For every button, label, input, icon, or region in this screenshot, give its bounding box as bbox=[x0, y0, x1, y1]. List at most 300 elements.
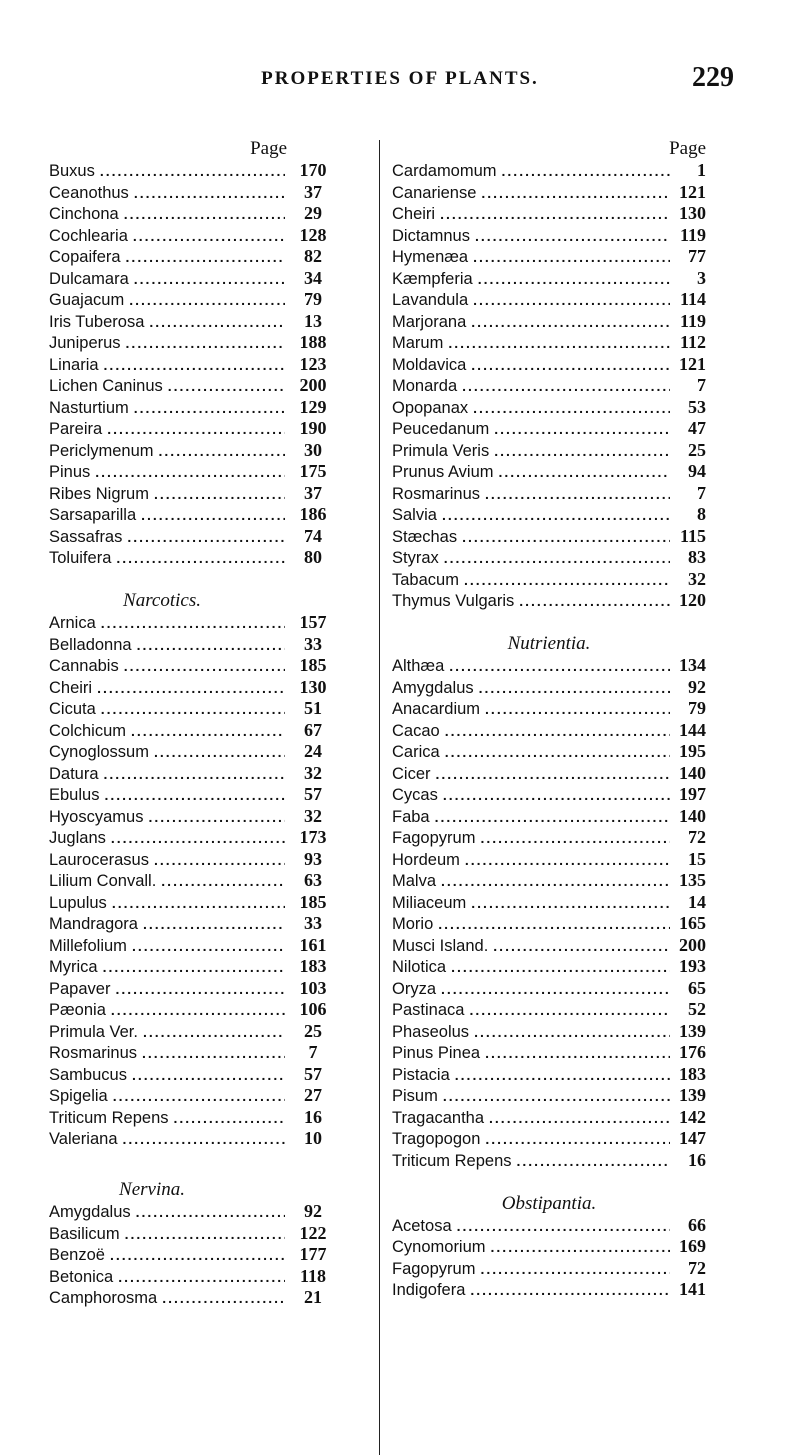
entry-name: Camphorosma bbox=[49, 1289, 158, 1307]
entry-name: Papaver bbox=[49, 979, 111, 998]
entry-name: Ebulus bbox=[49, 786, 100, 804]
entry-page: 72 bbox=[688, 827, 706, 847]
entry-page: 77 bbox=[688, 246, 706, 266]
index-entry bbox=[392, 870, 706, 892]
index-entry bbox=[392, 1258, 706, 1280]
index-entry bbox=[49, 311, 335, 333]
entry-page: 24 bbox=[304, 741, 322, 761]
index-entry bbox=[392, 590, 706, 612]
right-top-list bbox=[392, 160, 706, 612]
entry-page: 80 bbox=[304, 547, 322, 567]
entry-page: 190 bbox=[299, 418, 327, 438]
entry-name: Benzoë bbox=[49, 1246, 105, 1264]
leader-dots bbox=[104, 785, 285, 807]
section-title-nervina: Nervina. bbox=[119, 1179, 185, 1200]
index-entry bbox=[49, 1085, 335, 1107]
entry-page: 188 bbox=[299, 332, 327, 352]
entry-name: Cannabis bbox=[49, 657, 119, 675]
entry-page: 183 bbox=[679, 1063, 706, 1084]
entry-page: 177 bbox=[299, 1244, 327, 1264]
entry-page: 16 bbox=[304, 1106, 322, 1127]
index-entry bbox=[392, 1107, 706, 1129]
index-entry bbox=[49, 332, 335, 354]
section-title-obstipantia: Obstipantia. bbox=[501, 1192, 597, 1214]
entry-page: 185 bbox=[299, 891, 327, 912]
entry-name: Sambucus bbox=[49, 1065, 127, 1084]
leader-dots bbox=[455, 1065, 670, 1087]
index-entry bbox=[392, 763, 706, 785]
entry-page: 32 bbox=[304, 805, 322, 826]
index-entry bbox=[392, 720, 706, 742]
entry-page: 119 bbox=[679, 224, 706, 245]
index-entry bbox=[49, 806, 335, 828]
index-entry bbox=[392, 332, 706, 354]
index-entry bbox=[49, 547, 335, 569]
leader-dots bbox=[127, 527, 285, 549]
entry-page: 121 bbox=[679, 353, 706, 374]
index-entry bbox=[392, 526, 706, 548]
leader-dots bbox=[441, 979, 670, 1001]
entry-page: 82 bbox=[304, 246, 322, 266]
entry-page: 121 bbox=[679, 181, 706, 202]
leader-dots bbox=[473, 247, 670, 269]
nervina-list bbox=[49, 1201, 335, 1309]
entry-name: Styrax bbox=[392, 549, 439, 567]
leader-dots bbox=[136, 1202, 285, 1224]
entry-page: 161 bbox=[299, 934, 327, 955]
leader-dots bbox=[479, 678, 670, 700]
entry-name: Datura bbox=[49, 764, 99, 783]
leader-dots bbox=[441, 871, 670, 893]
index-entry bbox=[49, 1223, 335, 1245]
entry-page: 52 bbox=[688, 999, 706, 1019]
index-entry bbox=[392, 999, 706, 1021]
entry-page: 7 bbox=[308, 1042, 318, 1062]
entry-page: 1 bbox=[697, 160, 706, 180]
leader-dots bbox=[104, 355, 285, 377]
leader-dots bbox=[474, 1022, 670, 1044]
entry-page: 142 bbox=[679, 1106, 706, 1127]
index-entry bbox=[392, 806, 706, 828]
entry-page: 92 bbox=[304, 1201, 322, 1221]
entry-page: 112 bbox=[679, 332, 706, 352]
entry-name: Cardamomum bbox=[392, 162, 497, 180]
index-entry bbox=[49, 784, 335, 806]
entry-name: Pinus bbox=[49, 463, 91, 481]
entry-page: 67 bbox=[304, 719, 322, 740]
index-entry bbox=[392, 1279, 706, 1301]
leader-dots bbox=[97, 678, 285, 700]
leader-dots bbox=[168, 376, 285, 398]
entry-name: Lichen Caninus bbox=[49, 377, 163, 395]
entry-page: 130 bbox=[679, 203, 706, 223]
entry-name: Monarda bbox=[392, 377, 458, 395]
entry-page: 122 bbox=[299, 1222, 327, 1243]
index-entry bbox=[392, 741, 706, 763]
leader-dots bbox=[489, 1108, 670, 1130]
index-entry bbox=[49, 354, 335, 376]
leader-dots bbox=[471, 893, 670, 915]
leader-dots bbox=[112, 893, 285, 915]
entry-name: Thymus Vulgaris bbox=[392, 592, 515, 610]
entry-name: Cheiri bbox=[49, 678, 93, 697]
leader-dots bbox=[154, 850, 285, 872]
leader-dots bbox=[111, 1000, 285, 1022]
leader-dots bbox=[126, 247, 285, 269]
leader-dots bbox=[101, 699, 285, 721]
leader-dots bbox=[124, 204, 285, 226]
index-entry bbox=[392, 655, 706, 677]
index-entry bbox=[392, 956, 706, 978]
index-entry bbox=[392, 1215, 706, 1237]
entry-name: Valeriana bbox=[49, 1130, 118, 1148]
left-column bbox=[49, 138, 335, 1309]
leader-dots bbox=[126, 333, 285, 355]
entry-page: 115 bbox=[679, 525, 706, 546]
index-entry bbox=[49, 913, 335, 935]
leader-dots bbox=[134, 183, 285, 205]
leader-dots bbox=[480, 1259, 670, 1281]
entry-page: 37 bbox=[304, 181, 322, 202]
index-entry bbox=[392, 504, 706, 526]
entry-page: 118 bbox=[299, 1265, 326, 1286]
leader-dots bbox=[462, 376, 670, 398]
index-entry bbox=[392, 418, 706, 440]
entry-page: 106 bbox=[299, 999, 327, 1019]
index-entry bbox=[392, 246, 706, 268]
entry-name: Marum bbox=[392, 334, 444, 352]
entry-name: Cynomorium bbox=[392, 1238, 486, 1256]
entry-page: 74 bbox=[304, 525, 322, 546]
entry-page: 63 bbox=[304, 870, 322, 890]
index-entry bbox=[392, 784, 706, 806]
entry-name: Pæonia bbox=[49, 1001, 106, 1019]
entry-name: Buxus bbox=[49, 162, 95, 180]
leader-dots bbox=[481, 183, 670, 205]
index-entry bbox=[392, 483, 706, 505]
leader-dots bbox=[103, 957, 285, 979]
entry-name: Pinus Pinea bbox=[392, 1044, 481, 1062]
entry-name: Triticum Repens bbox=[392, 1151, 512, 1170]
entry-name: Prunus Avium bbox=[392, 463, 494, 481]
leader-dots bbox=[129, 290, 285, 312]
entry-name: Spigelia bbox=[49, 1087, 108, 1105]
entry-name: Miliaceum bbox=[392, 893, 467, 912]
entry-name: Rosmarinus bbox=[49, 1044, 138, 1062]
index-entry bbox=[49, 720, 335, 742]
entry-name: Acetosa bbox=[392, 1216, 452, 1235]
entry-name: Marjorana bbox=[392, 312, 467, 331]
index-entry bbox=[49, 1107, 335, 1129]
entry-page: 130 bbox=[299, 676, 327, 697]
entry-name: Hymenæa bbox=[392, 248, 469, 266]
leader-dots bbox=[470, 1280, 670, 1302]
entry-name: Guajacum bbox=[49, 291, 125, 309]
entry-page: 25 bbox=[688, 439, 706, 460]
leader-dots bbox=[161, 871, 285, 893]
entry-page: 83 bbox=[688, 547, 706, 567]
index-entry bbox=[49, 1064, 335, 1086]
entry-page: 72 bbox=[688, 1257, 706, 1278]
running-title: PROPERTIES OF PLANTS. bbox=[261, 68, 539, 89]
entry-page: 135 bbox=[679, 870, 706, 890]
entry-page: 13 bbox=[304, 310, 322, 331]
entry-page: 27 bbox=[304, 1085, 322, 1105]
index-entry bbox=[49, 892, 335, 914]
entry-page: 140 bbox=[679, 805, 706, 826]
index-entry bbox=[49, 956, 335, 978]
entry-page: 16 bbox=[688, 1149, 706, 1170]
index-entry bbox=[49, 1244, 335, 1266]
index-entry bbox=[392, 1128, 706, 1150]
leader-dots bbox=[462, 527, 670, 549]
leader-dots bbox=[485, 699, 670, 721]
entry-page: 32 bbox=[304, 762, 322, 783]
leader-dots bbox=[436, 764, 670, 786]
entry-name: Lilium Convall. bbox=[49, 872, 157, 890]
index-entry bbox=[392, 698, 706, 720]
index-entry bbox=[392, 397, 706, 419]
leader-dots bbox=[115, 979, 285, 1001]
index-entry bbox=[49, 160, 335, 182]
entry-name: Cinchona bbox=[49, 205, 119, 223]
entry-name: Indigofera bbox=[392, 1281, 466, 1299]
entry-name: Dulcamara bbox=[49, 269, 129, 288]
entry-name: Peucedanum bbox=[392, 420, 490, 438]
entry-page: 140 bbox=[679, 762, 706, 783]
index-entry bbox=[392, 203, 706, 225]
entry-name: Juglans bbox=[49, 829, 106, 847]
index-entry bbox=[392, 677, 706, 699]
page-column-label: Page bbox=[250, 138, 287, 159]
entry-page: 119 bbox=[679, 310, 706, 331]
index-entry bbox=[392, 440, 706, 462]
entry-page: 165 bbox=[679, 913, 706, 933]
entry-name: Primula Ver. bbox=[49, 1022, 138, 1041]
entry-name: Tabacum bbox=[392, 570, 459, 589]
index-entry bbox=[49, 246, 335, 268]
index-entry bbox=[392, 827, 706, 849]
index-entry bbox=[49, 461, 335, 483]
entry-page: 21 bbox=[304, 1287, 322, 1307]
entry-page: 79 bbox=[304, 289, 322, 309]
leader-dots bbox=[494, 441, 670, 463]
leader-dots bbox=[174, 1108, 285, 1130]
leader-dots bbox=[113, 1086, 285, 1108]
entry-name: Phaseolus bbox=[392, 1022, 470, 1041]
leader-dots bbox=[154, 742, 285, 764]
entry-page: 32 bbox=[688, 568, 706, 589]
leader-dots bbox=[131, 721, 285, 743]
index-entry bbox=[49, 1287, 335, 1309]
entry-name: Periclymenum bbox=[49, 441, 154, 460]
entry-page: 128 bbox=[299, 224, 327, 245]
entry-page: 123 bbox=[299, 353, 327, 374]
index-entry bbox=[49, 289, 335, 311]
entry-name: Iris Tuberosa bbox=[49, 312, 145, 331]
leader-dots bbox=[143, 1022, 285, 1044]
entry-name: Pistacia bbox=[392, 1065, 450, 1084]
entry-page: 3 bbox=[697, 267, 706, 288]
entry-name: Betonica bbox=[49, 1267, 114, 1286]
leader-dots bbox=[143, 914, 285, 936]
entry-name: Cacao bbox=[392, 721, 440, 740]
left-top-list bbox=[49, 160, 335, 569]
leader-dots bbox=[123, 1129, 286, 1151]
entry-name: Musci Island. bbox=[392, 936, 489, 955]
entry-page: 34 bbox=[304, 267, 322, 288]
right-column bbox=[392, 138, 706, 1301]
entry-name: Colchicum bbox=[49, 721, 127, 740]
entry-page: 29 bbox=[304, 203, 322, 223]
leader-dots bbox=[473, 398, 670, 420]
leader-dots bbox=[471, 312, 670, 334]
entry-name: Faba bbox=[392, 807, 430, 826]
index-entry bbox=[49, 978, 335, 1000]
leader-dots bbox=[133, 226, 285, 248]
index-entry bbox=[392, 1021, 706, 1043]
index-entry bbox=[392, 547, 706, 569]
entry-name: Amygdalus bbox=[49, 1203, 131, 1221]
entry-name: Salvia bbox=[392, 506, 437, 524]
entry-name: Nilotica bbox=[392, 958, 447, 976]
leader-dots bbox=[142, 1043, 285, 1065]
entry-name: Myrica bbox=[49, 958, 98, 976]
entry-name: Toluifera bbox=[49, 549, 112, 567]
entry-name: Amygdalus bbox=[392, 678, 474, 697]
entry-page: 176 bbox=[679, 1042, 706, 1062]
index-entry bbox=[392, 225, 706, 247]
index-entry bbox=[392, 1150, 706, 1172]
entry-page: 157 bbox=[299, 612, 327, 632]
leader-dots bbox=[480, 828, 670, 850]
entry-page: 195 bbox=[679, 741, 706, 761]
entry-page: 175 bbox=[299, 461, 327, 481]
leader-dots bbox=[449, 656, 670, 678]
entry-page: 37 bbox=[304, 482, 322, 503]
leader-dots bbox=[475, 226, 670, 248]
entry-page: 33 bbox=[304, 633, 322, 654]
entry-name: Pastinaca bbox=[392, 1001, 465, 1019]
entry-name: Pareira bbox=[49, 420, 103, 438]
index-entry bbox=[49, 763, 335, 785]
leader-dots bbox=[435, 807, 670, 829]
index-entry bbox=[49, 397, 335, 419]
leader-dots bbox=[502, 161, 670, 183]
index-entry bbox=[49, 634, 335, 656]
index-entry bbox=[49, 375, 335, 397]
narcotics-list bbox=[49, 612, 335, 1150]
entry-page: 25 bbox=[304, 1020, 322, 1041]
entry-name: Opopanax bbox=[392, 398, 469, 417]
leader-dots bbox=[485, 1043, 670, 1065]
leader-dots bbox=[111, 828, 285, 850]
entry-page: 92 bbox=[688, 676, 706, 697]
entry-page: 170 bbox=[299, 160, 327, 180]
entry-name: Cynoglossum bbox=[49, 743, 149, 761]
entry-name: Ribes Nigrum bbox=[49, 484, 149, 503]
index-entry bbox=[49, 268, 335, 290]
leader-dots bbox=[134, 269, 285, 291]
entry-page: 57 bbox=[304, 784, 322, 804]
entry-page: 57 bbox=[304, 1063, 322, 1084]
index-entry bbox=[49, 698, 335, 720]
entry-name: Cicer bbox=[392, 764, 431, 783]
leader-dots bbox=[473, 290, 670, 312]
leader-dots bbox=[448, 333, 670, 355]
entry-page: 7 bbox=[697, 375, 706, 395]
index-entry bbox=[392, 268, 706, 290]
entry-page: 65 bbox=[688, 977, 706, 998]
entry-page: 93 bbox=[304, 848, 322, 869]
leader-dots bbox=[104, 764, 285, 786]
index-entry bbox=[392, 892, 706, 914]
entry-page: 14 bbox=[688, 891, 706, 912]
leader-dots bbox=[132, 1065, 285, 1087]
leader-dots bbox=[137, 635, 285, 657]
index-entry bbox=[49, 182, 335, 204]
index-entry bbox=[49, 483, 335, 505]
entry-page: 33 bbox=[304, 913, 322, 933]
entry-name: Sassafras bbox=[49, 527, 123, 546]
index-entry bbox=[49, 1201, 335, 1223]
index-entry bbox=[49, 1128, 335, 1150]
leader-dots bbox=[101, 613, 285, 635]
index-entry bbox=[392, 289, 706, 311]
index-entry bbox=[392, 978, 706, 1000]
leader-dots bbox=[443, 1086, 670, 1108]
obstipantia-list bbox=[392, 1215, 706, 1301]
index-entry bbox=[392, 1064, 706, 1086]
leader-dots bbox=[445, 742, 670, 764]
entry-page: 103 bbox=[299, 977, 327, 998]
index-entry bbox=[49, 849, 335, 871]
leader-dots bbox=[464, 570, 670, 592]
page-number: 229 bbox=[692, 62, 734, 93]
leader-dots bbox=[159, 441, 285, 463]
index-entry bbox=[392, 1236, 706, 1258]
leader-dots bbox=[471, 355, 670, 377]
entry-page: 141 bbox=[679, 1279, 706, 1299]
leader-dots bbox=[110, 1245, 285, 1267]
index-entry bbox=[49, 999, 335, 1021]
index-entry bbox=[392, 1042, 706, 1064]
entry-name: Fagopyrum bbox=[392, 1259, 476, 1278]
nutrientia-list bbox=[392, 655, 706, 1171]
entry-name: Mandragora bbox=[49, 915, 138, 933]
entry-name: Juniperus bbox=[49, 334, 121, 352]
leader-dots bbox=[125, 1224, 285, 1246]
leader-dots bbox=[469, 1000, 670, 1022]
entry-page: 120 bbox=[679, 590, 706, 610]
index-entry bbox=[49, 1021, 335, 1043]
entry-name: Fagopyrum bbox=[392, 829, 476, 847]
entry-name: Tragopogon bbox=[392, 1130, 481, 1148]
entry-name: Rosmarinus bbox=[392, 484, 481, 503]
entry-name: Althæa bbox=[392, 657, 445, 675]
index-entry bbox=[392, 182, 706, 204]
entry-name: Arnica bbox=[49, 614, 96, 632]
page-header bbox=[0, 62, 800, 102]
leader-dots bbox=[519, 591, 670, 613]
entry-page: 30 bbox=[304, 439, 322, 460]
entry-name: Kæmpferia bbox=[392, 269, 473, 288]
column-divider bbox=[379, 140, 380, 1455]
index-entry bbox=[49, 741, 335, 763]
entry-name: Basilicum bbox=[49, 1224, 120, 1243]
entry-name: Cheiri bbox=[392, 205, 436, 223]
entry-name: Triticum Repens bbox=[49, 1108, 169, 1127]
